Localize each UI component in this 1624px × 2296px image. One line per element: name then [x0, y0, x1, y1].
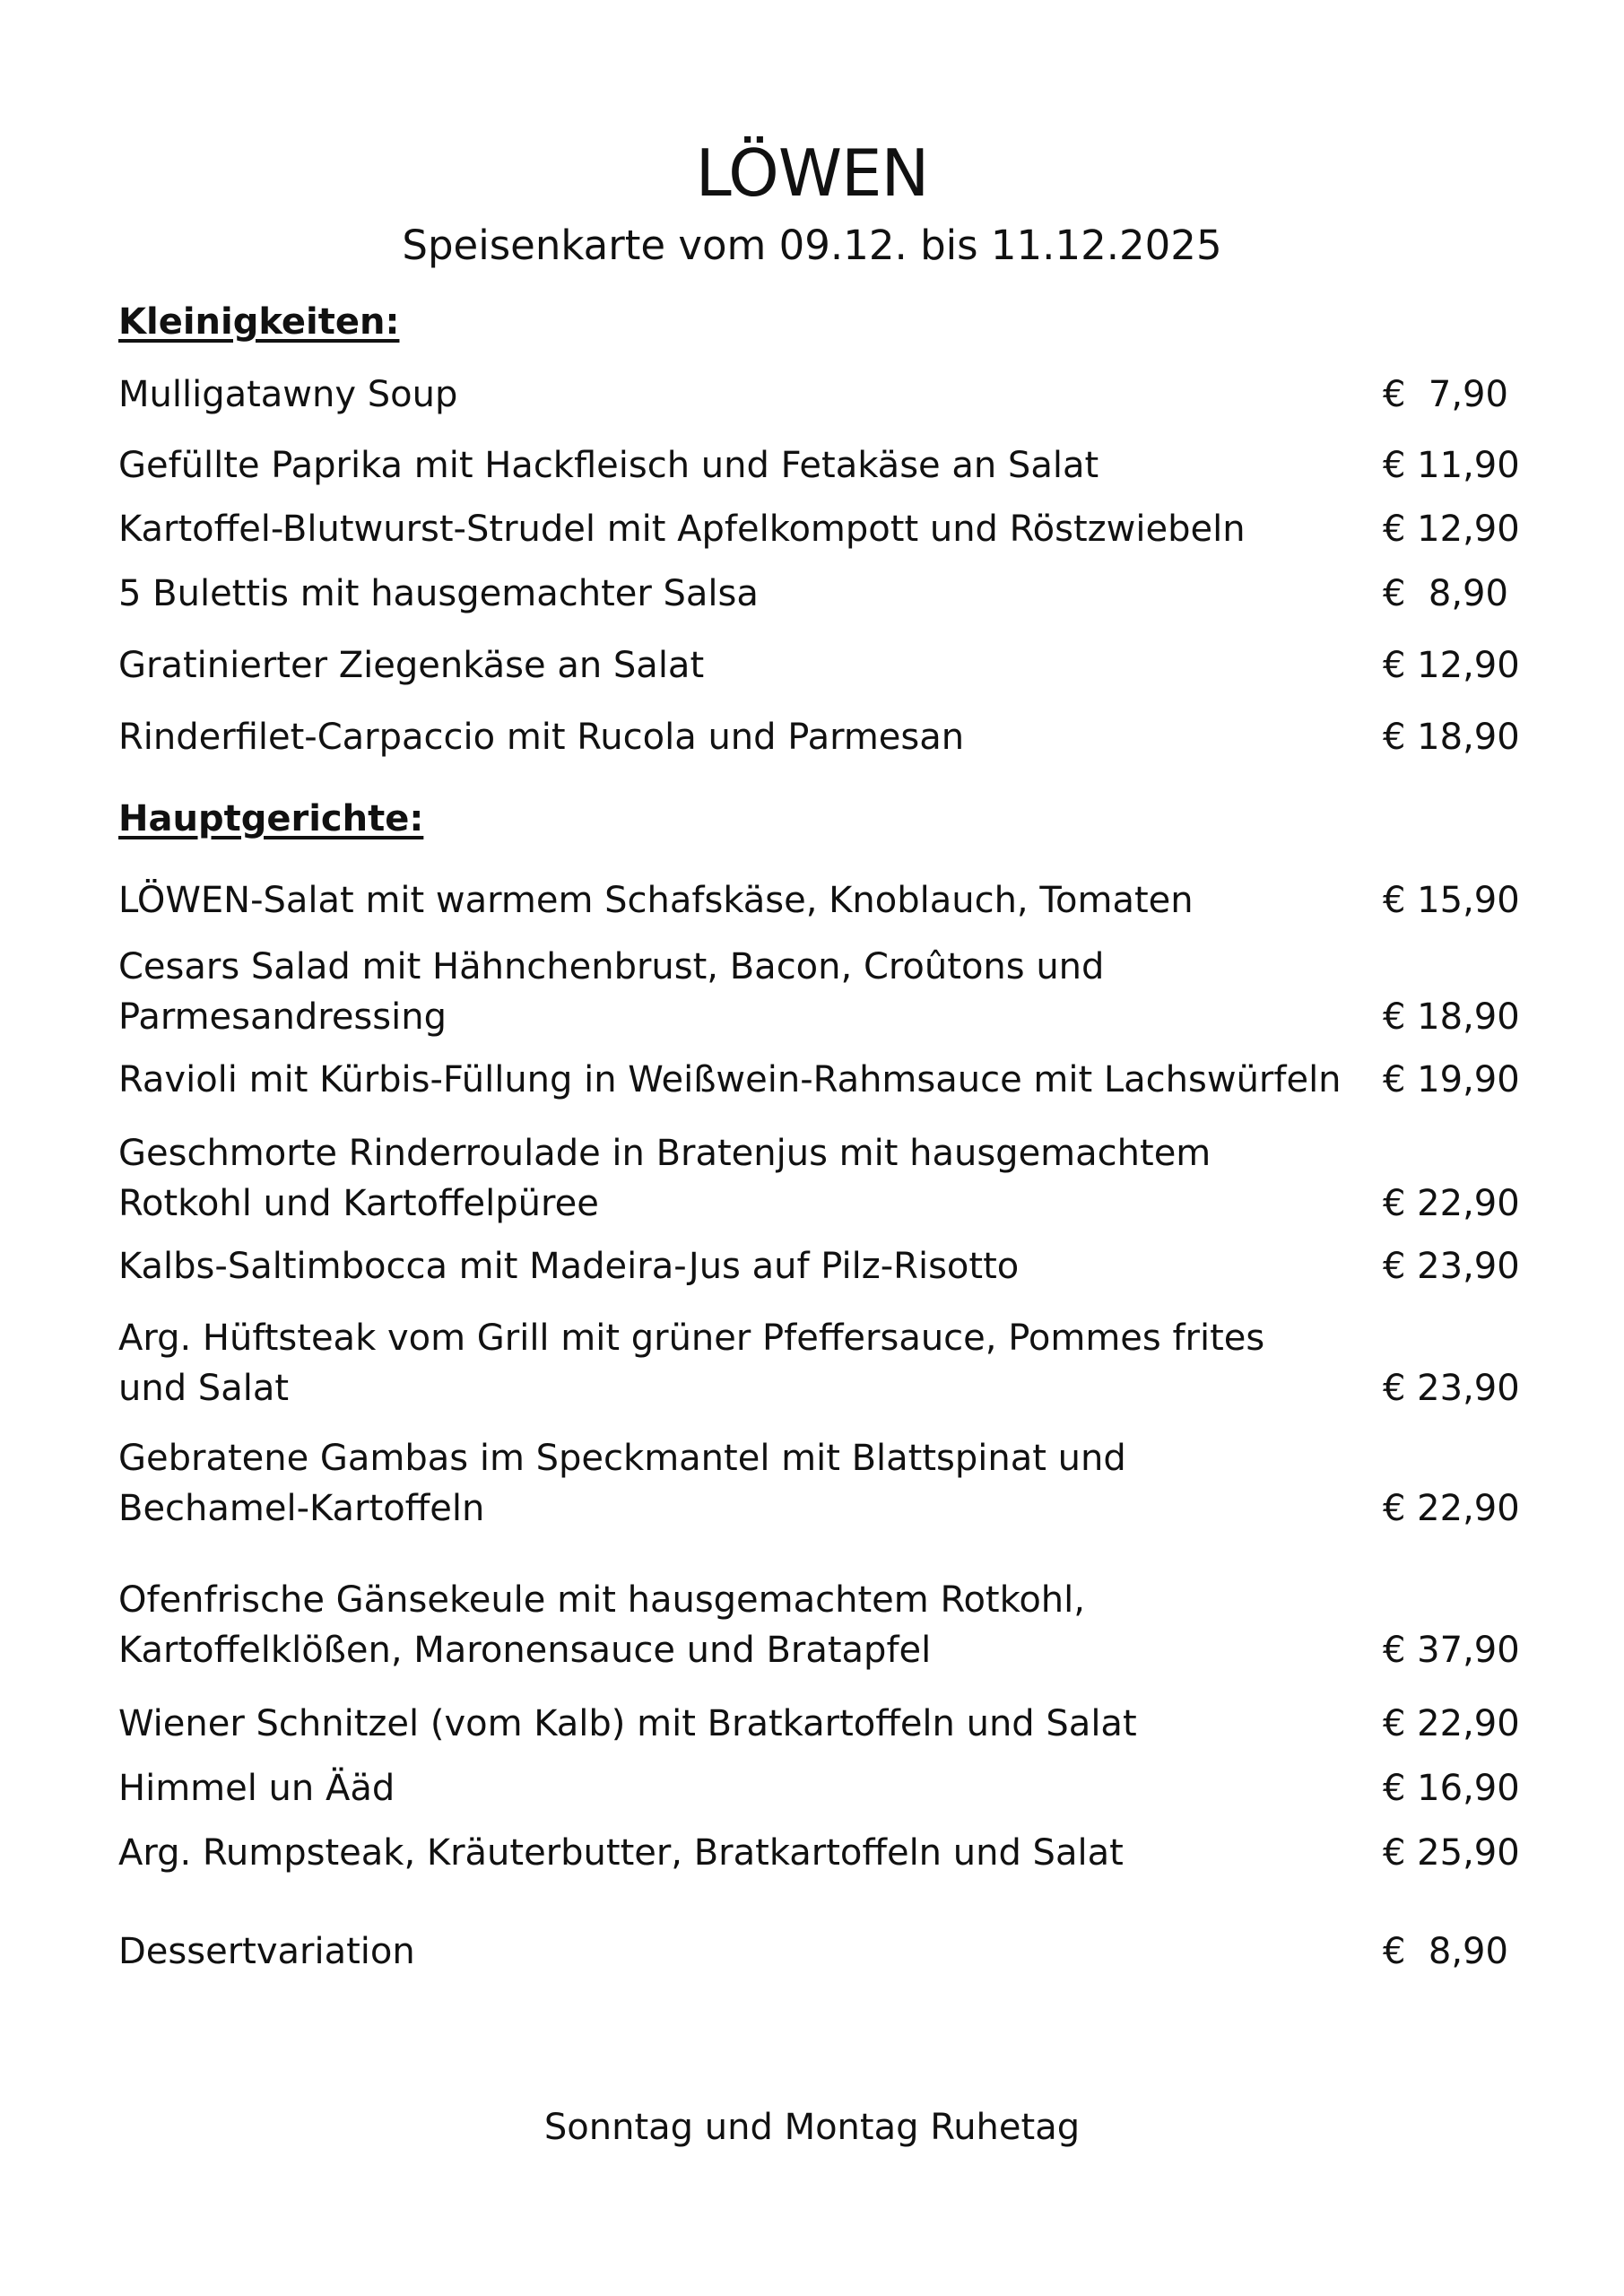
- menu-item: [118, 875, 1520, 926]
- menu-item: [118, 712, 1520, 762]
- menu-item: [118, 1763, 1520, 1813]
- closing-days-note: Sonntag und Montag Ruhetag: [543, 2107, 1081, 2148]
- menu-item-name: Cesars Salad mit Hähnchenbrust, Bacon, Croûtons und Parmesandressing: [118, 946, 1105, 1038]
- menu-item: [118, 1128, 1520, 1229]
- menu-item-dessert: [118, 1926, 1508, 1977]
- menu-item: [118, 1433, 1520, 1534]
- menu-item-price: € 25,90: [1383, 1832, 1520, 1874]
- menu-item-price: € 18,90: [1383, 717, 1520, 758]
- restaurant-title: LÖWEN: [695, 135, 929, 211]
- menu-item-name: Gratinierter Ziegenkäse an Salat: [118, 645, 705, 686]
- menu-item-price: € 15,90: [1383, 880, 1520, 921]
- menu-item-price: € 37,90: [1383, 1630, 1520, 1671]
- menu-item: [118, 1313, 1520, 1413]
- menu-item: [118, 1055, 1520, 1105]
- menu-item: [118, 1828, 1520, 1878]
- menu-item-name: Arg. Rumpsteak, Kräuterbutter, Bratkartoffeln und Salat: [118, 1832, 1124, 1874]
- menu-item-price: € 11,90: [1383, 445, 1520, 486]
- menu-item-price: € 8,90: [1383, 1931, 1508, 1972]
- menu-item-price: € 18,90: [1383, 996, 1520, 1038]
- menu-item-name: Gefüllte Paprika mit Hackfleisch und Fetakäse an Salat: [118, 445, 1099, 486]
- menu-item-price: € 16,90: [1383, 1768, 1520, 1809]
- menu-item: [118, 1699, 1520, 1749]
- menu-item-price: € 12,90: [1383, 645, 1520, 686]
- menu-item: [118, 1575, 1520, 1675]
- menu-item-name: Kalbs-Saltimbocca mit Madeira-Jus auf Pilz-Risotto: [118, 1246, 1020, 1287]
- menu-item-name: Rinderfilet-Carpaccio mit Rucola und Parmesan: [118, 717, 965, 758]
- menu-item-price: € 7,90: [1383, 374, 1508, 415]
- menu-item-name: Gebratene Gambas im Speckmantel mit Blattspinat und Bechamel-Kartoffeln: [118, 1438, 1126, 1529]
- menu-item: [118, 942, 1520, 1042]
- menu-item-name: Dessertvariation: [118, 1931, 415, 1972]
- menu-item-price: € 19,90: [1383, 1059, 1520, 1100]
- menu-item-price: € 23,90: [1383, 1368, 1520, 1409]
- menu-item-name: Mulligatawny Soup: [118, 374, 458, 415]
- menu-item: [118, 370, 1508, 420]
- section-heading-hauptgerichte: Hauptgerichte:: [118, 798, 424, 839]
- menu-item-price: € 12,90: [1383, 509, 1520, 550]
- menu-item-price: € 23,90: [1383, 1246, 1520, 1287]
- menu-item: [118, 1241, 1520, 1292]
- menu-item-price: € 22,90: [1383, 1183, 1520, 1224]
- menu-item-name: Ofenfrische Gänsekeule mit hausgemachtem Rotkohl, Kartoffelklößen, Maronensauce und Bratapfel: [118, 1579, 1085, 1671]
- menu-item-price: € 8,90: [1383, 573, 1508, 614]
- menu-item-name: Himmel un Ääd: [118, 1768, 395, 1809]
- menu-item-name: 5 Bulettis mit hausgemachter Salsa: [118, 573, 759, 614]
- menu-item-name: Ravioli mit Kürbis-Füllung in Weißwein-Rahmsauce mit Lachswürfeln: [118, 1059, 1342, 1100]
- menu-item-name: Arg. Hüftsteak vom Grill mit grüner Pfeffersauce, Pommes frites und Salat: [118, 1318, 1265, 1409]
- menu-item: [118, 504, 1520, 554]
- menu-item-name: Kartoffel-Blutwurst-Strudel mit Apfelkompott und Röstzwiebeln: [118, 509, 1246, 550]
- menu-item: [118, 569, 1508, 619]
- section-heading-kleinigkeiten: Kleinigkeiten:: [118, 301, 400, 343]
- menu-item: [118, 640, 1520, 691]
- menu-item: [118, 440, 1520, 491]
- menu-date-range: Speisenkarte vom 09.12. bis 11.12.2025: [402, 222, 1222, 269]
- menu-item-name: Wiener Schnitzel (vom Kalb) mit Bratkartoffeln und Salat: [118, 1703, 1137, 1744]
- menu-item-name: LÖWEN-Salat mit warmem Schafskäse, Knoblauch, Tomaten: [118, 880, 1194, 921]
- menu-item-price: € 22,90: [1383, 1703, 1520, 1744]
- menu-item-price: € 22,90: [1383, 1488, 1520, 1529]
- menu-item-name: Geschmorte Rinderroulade in Bratenjus mit hausgemachtem Rotkohl und Kartoffelpüree: [118, 1133, 1211, 1224]
